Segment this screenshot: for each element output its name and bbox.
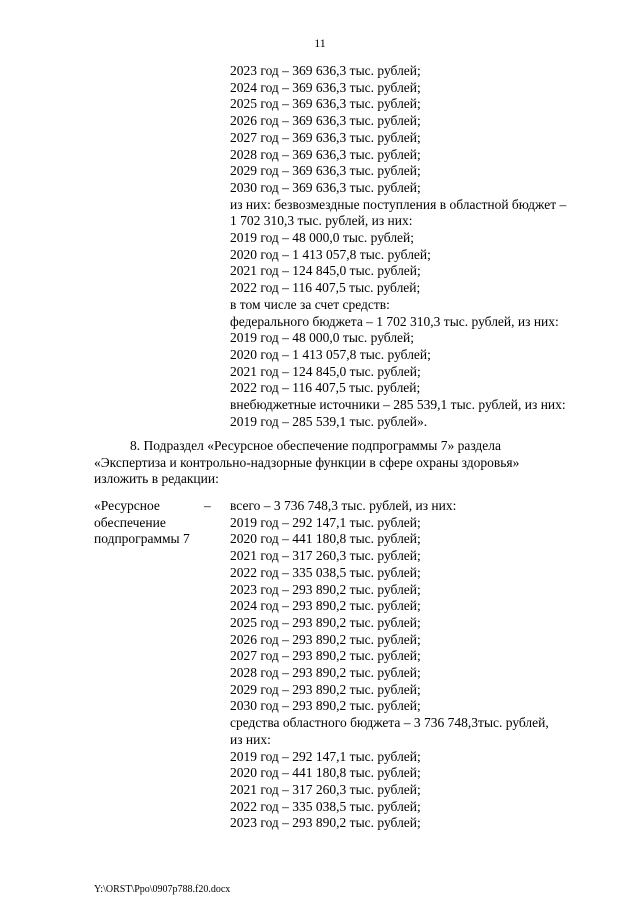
- text-line: 2021 год – 124 845,0 тыс. рублей;: [230, 263, 421, 279]
- text-line: 2020 год – 1 413 057,8 тыс. рублей;: [230, 246, 431, 262]
- text-line: 2030 год – 369 636,3 тыс. рублей;: [230, 179, 421, 195]
- text-line: 2022 год – 335 038,5 тыс. рублей;: [230, 564, 421, 580]
- label-line: подпрограммы 7: [94, 531, 190, 547]
- file-path-footer: Y:\ORST\Ppo\0907p788.f20.docx: [94, 884, 231, 895]
- text-line: 2026 год – 369 636,3 тыс. рублей;: [230, 113, 421, 129]
- paragraph-line: изложить в редакции:: [94, 471, 219, 486]
- text-line: 2025 год – 369 636,3 тыс. рублей;: [230, 96, 421, 112]
- text-line: в том числе за счет средств:: [230, 296, 390, 312]
- text-line: 2026 год – 293 890,2 тыс. рублей;: [230, 631, 421, 647]
- resource-label: [94, 498, 204, 548]
- text-line: федерального бюджета – 1 702 310,3 тыс. рублей, из них:: [230, 313, 559, 329]
- text-line: 1 702 310,3 тыс. рублей, из них:: [230, 213, 413, 229]
- text-line: 2027 год – 369 636,3 тыс. рублей;: [230, 129, 421, 145]
- text-line: из них: безвозмездные поступления в областной бюджет –: [230, 196, 567, 212]
- text-line: 2020 год – 1 413 057,8 тыс. рублей;: [230, 346, 431, 362]
- top-lines: [230, 63, 610, 430]
- text-line: 2020 год – 441 180,8 тыс. рублей;: [230, 531, 421, 547]
- section-paragraph: [94, 438, 612, 488]
- text-line: 2023 год – 293 890,2 тыс. рублей;: [230, 581, 421, 597]
- paragraph-line: 8. Подраздел «Ресурсное обеспечение подпрограммы 7» раздела: [130, 438, 502, 453]
- resource-lines: [230, 498, 612, 832]
- text-line: 2023 год – 293 890,2 тыс. рублей;: [230, 815, 421, 831]
- label-line: обеспечение: [94, 514, 166, 530]
- text-line: 2022 год – 116 407,5 тыс. рублей;: [230, 380, 421, 396]
- paragraph-line: «Экспертиза и контрольно-надзорные функции в сфере охраны здоровья»: [94, 454, 520, 470]
- text-line: 2019 год – 48 000,0 тыс. рублей;: [230, 230, 415, 246]
- text-line: 2021 год – 317 260,3 тыс. рублей;: [230, 548, 421, 564]
- text-line: 2020 год – 441 180,8 тыс. рублей;: [230, 765, 421, 781]
- text-line: 2023 год – 369 636,3 тыс. рублей;: [230, 63, 421, 78]
- text-line: 2019 год – 48 000,0 тыс. рублей;: [230, 330, 415, 346]
- text-line: 2029 год – 293 890,2 тыс. рублей;: [230, 681, 421, 697]
- text-line: 2019 год – 292 147,1 тыс. рублей;: [230, 514, 421, 530]
- text-line: 2022 год – 335 038,5 тыс. рублей;: [230, 798, 421, 814]
- text-line: 2029 год – 369 636,3 тыс. рублей;: [230, 163, 421, 179]
- text-line: 2019 год – 285 539,1 тыс. рублей».: [230, 413, 428, 429]
- text-line: 2019 год – 292 147,1 тыс. рублей;: [230, 748, 421, 764]
- label-line: «Ресурсное: [94, 498, 160, 513]
- text-line: 2021 год – 124 845,0 тыс. рублей;: [230, 363, 421, 379]
- resource-dash: –: [204, 498, 211, 513]
- text-line: 2030 год – 293 890,2 тыс. рублей;: [230, 698, 421, 714]
- text-line: 2025 год – 293 890,2 тыс. рублей;: [230, 614, 421, 630]
- text-line: из них:: [230, 731, 271, 747]
- text-line: средства областного бюджета – 3 736 748,3тыс. рублей,: [230, 715, 549, 731]
- text-line: 2021 год – 317 260,3 тыс. рублей;: [230, 781, 421, 797]
- text-line: 2024 год – 369 636,3 тыс. рублей;: [230, 79, 421, 95]
- text-line: 2022 год – 116 407,5 тыс. рублей;: [230, 280, 421, 296]
- text-line: 2027 год – 293 890,2 тыс. рублей;: [230, 648, 421, 664]
- text-line: 2028 год – 293 890,2 тыс. рублей;: [230, 665, 421, 681]
- text-line: всего – 3 736 748,3 тыс. рублей, из них:: [230, 498, 457, 513]
- page-number: 11: [314, 36, 326, 50]
- text-line: 2028 год – 369 636,3 тыс. рублей;: [230, 146, 421, 162]
- text-line: 2024 год – 293 890,2 тыс. рублей;: [230, 598, 421, 614]
- text-line: внебюджетные источники – 285 539,1 тыс. рублей, из них:: [230, 397, 566, 413]
